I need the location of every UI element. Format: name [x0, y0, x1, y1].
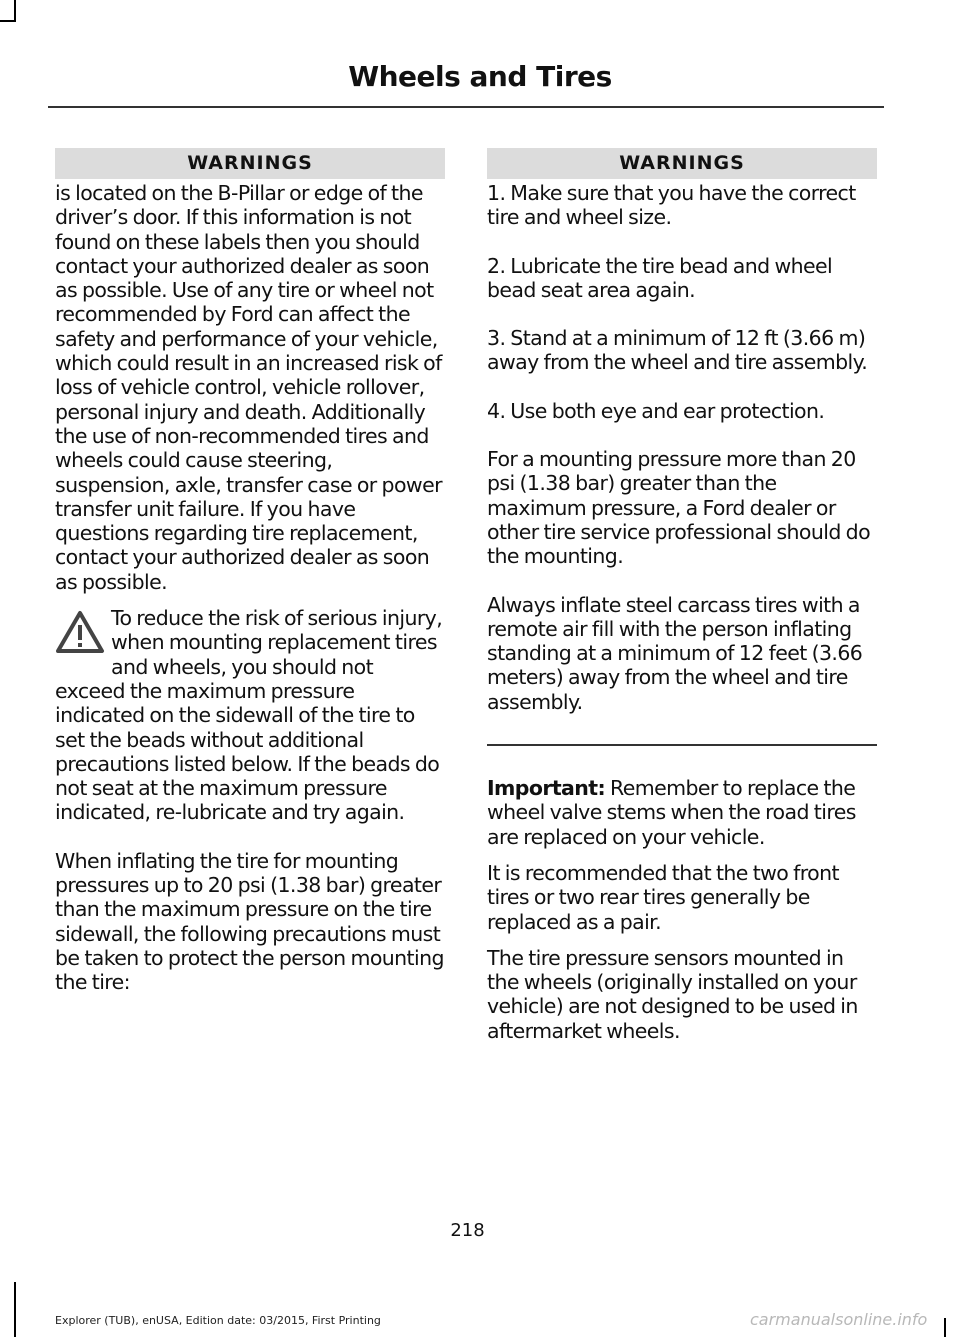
left-column [55, 148, 445, 995]
step-4: 4. Use both eye and ear protection. [487, 398, 825, 423]
warning-block [55, 606, 445, 825]
crop-mark [0, 20, 16, 22]
warning-continued-text: is located on the B-Pillar or edge of the driver’s door. If this information is not found on these labels then you should contact your authorized dealer as soon as possible. Use of any tire or wheel not recommended by Ford can affect the safety and performance of your vehicle, which could result in an increased risk of loss of vehicle control, vehicle rollover, personal injury and death. Additionally the use of non-recommended tires and wheels could cause steering, suspension, axle, transfer case or power transfer unit failure. If you have questions regarding tire replacement, contact your authorized dealer as soon as possible. [55, 181, 442, 594]
page-title: Wheels and Tires [348, 60, 612, 93]
header-divider [48, 106, 884, 108]
important-label: Important: [487, 776, 606, 801]
warning-triangle-icon [55, 610, 105, 654]
page-number: 218 [450, 1220, 485, 1241]
crop-mark [14, 0, 16, 22]
sensors-text: The tire pressure sensors mounted in the wheels (originally installed on your vehicle) are not designed to be used in aftermarket wheels. [487, 945, 858, 1043]
footer-edition: Explorer (TUB), enUSA, Edition date: 03/2015, First Printing [55, 1314, 381, 1327]
step-2: 2. Lubricate the tire bead and wheel bead seat area again. [487, 253, 833, 302]
important-text: Remember to replace the wheel valve stems when the road tires are replaced on your vehicle. [487, 776, 856, 849]
step-1: 1. Make sure that you have the correct tire and wheel size. [487, 181, 856, 230]
pair-text: It is recommended that the two front tires or two rear tires generally be replaced as a pair. [487, 860, 839, 934]
mounting-pressure-text: For a mounting pressure more than 20 psi (1.38 bar) greater than the maximum pressure, a Ford dealer or other tire service professional should do the mounting. [487, 447, 871, 569]
important-note [487, 776, 877, 849]
crop-mark [944, 1318, 946, 1337]
crop-mark [14, 1282, 16, 1337]
steel-carcass-text: Always inflate steel carcass tires with a remote air fill with the person inflating standing at a minimum of 12 feet (3.66 meters) away from the wheel and tire assembly. [487, 592, 863, 714]
warnings-heading: WARNINGS [487, 148, 877, 179]
section-divider [487, 744, 877, 746]
inflating-text: When inflating the tire for mounting pressures up to 20 psi (1.38 bar) greater than the maximum pressure on the tire sidewall, the following precautions must be taken to protect the person mounting the tire: [55, 848, 444, 995]
right-column [487, 148, 877, 1043]
step-3: 3. Stand at a minimum of 12 ft (3.66 m) away from the wheel and tire assembly. [487, 326, 868, 375]
warning-icon-text: To reduce the risk of serious injury, when mounting replacement tires and wheels, you should not exceed the maximum pressure indicated on the sidewall of the tire to set the beads without additional precautions listed below. If the beads do not seat at the maximum pressure indicated, re-lubricate and try again. [55, 606, 443, 825]
warnings-heading: WARNINGS [55, 148, 445, 179]
footer-watermark: carmanualsonline.info [750, 1310, 928, 1329]
